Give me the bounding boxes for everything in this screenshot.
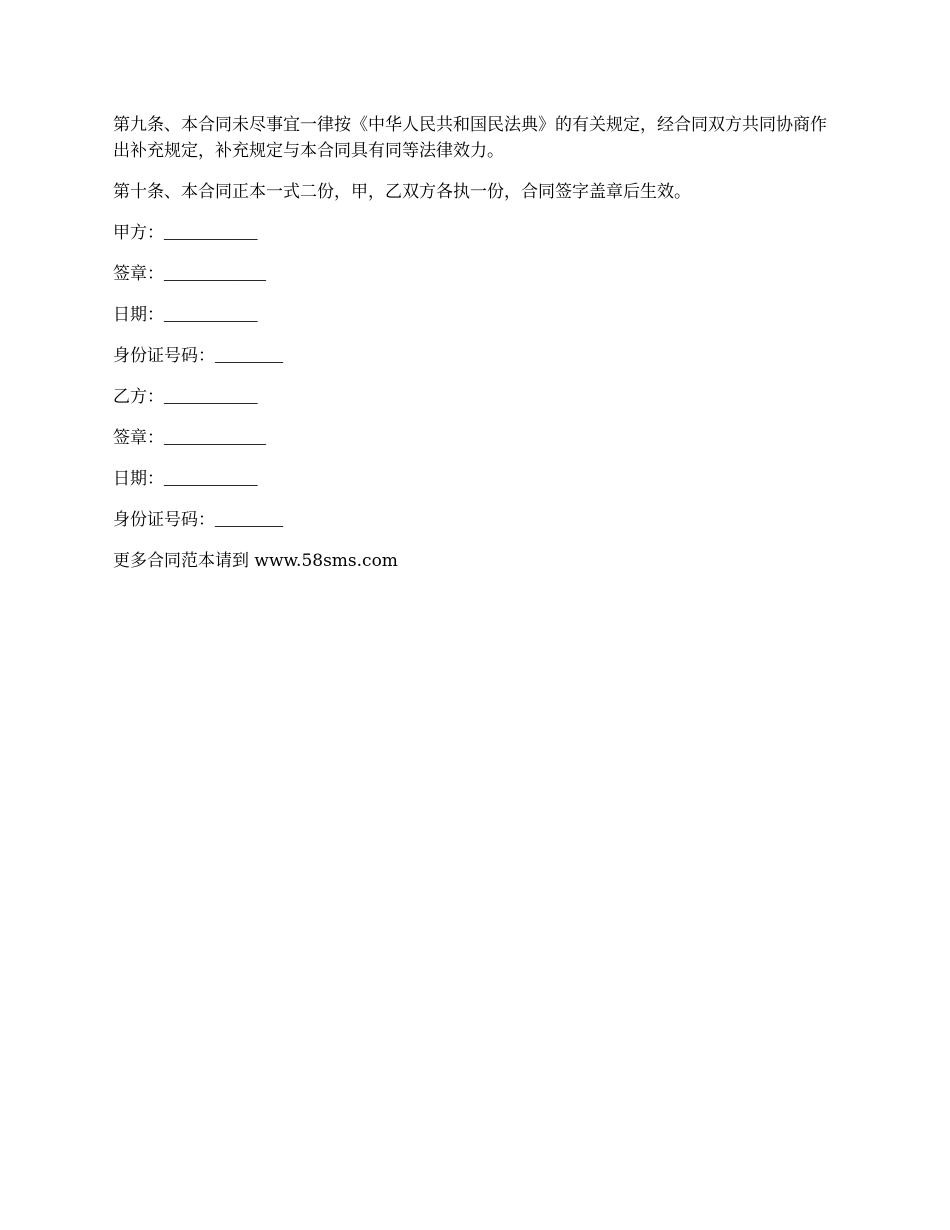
footer-promo-text: 更多合同范本请到 www.58sms.com	[113, 551, 398, 571]
party-a-date-label: 日期：	[113, 305, 164, 325]
clause-ten: 第十条、本合同正本一式二份，甲，乙双方各执一份，合同签字盖章后生效。	[113, 182, 691, 202]
document-page	[113, 112, 843, 574]
party-b-date-blank: ___________	[164, 469, 258, 488]
party-a-seal-field	[113, 261, 843, 287]
party-a-id-label: 身份证号码：	[113, 346, 215, 366]
party-b-id-blank: ________	[215, 510, 283, 529]
party-a-id-blank: ________	[215, 346, 283, 365]
party-a-name-field	[113, 220, 843, 246]
party-b-seal-blank: ____________	[164, 428, 266, 447]
party-b-id-field	[113, 507, 843, 533]
party-a-seal-label: 签章：	[113, 264, 164, 284]
party-b-id-label: 身份证号码：	[113, 510, 215, 530]
party-b-seal-label: 签章：	[113, 428, 164, 448]
clause-nine: 第九条、本合同未尽事宜一律按《中华人民共和国民法典》的有关规定，经合同双方共同协商作出补充规定，补充规定与本合同具有同等法律效力。	[113, 115, 827, 161]
party-a-id-field	[113, 343, 843, 369]
party-a-name-label: 甲方：	[113, 223, 164, 243]
party-a-name-blank: ___________	[164, 223, 258, 242]
party-b-date-field	[113, 466, 843, 492]
party-b-name-blank: ___________	[164, 387, 258, 406]
party-b-name-field	[113, 384, 843, 410]
party-b-name-label: 乙方：	[113, 387, 164, 407]
party-a-date-blank: ___________	[164, 305, 258, 324]
party-a-date-field	[113, 302, 843, 328]
party-a-seal-blank: ____________	[164, 264, 266, 283]
party-b-date-label: 日期：	[113, 469, 164, 489]
party-b-seal-field	[113, 425, 843, 451]
